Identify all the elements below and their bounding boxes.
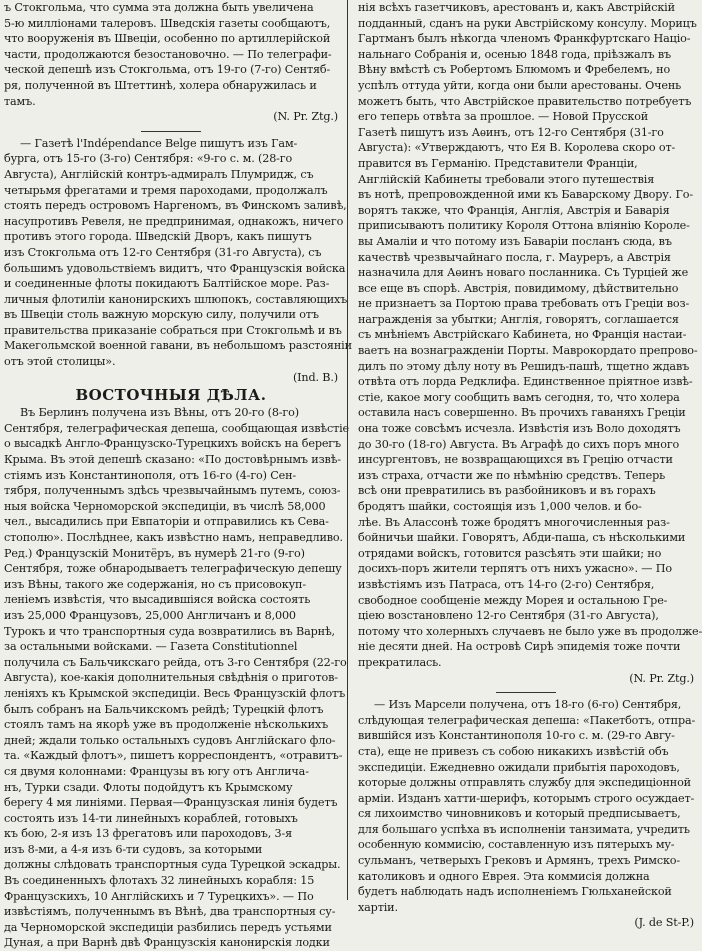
text-line: да Черноморской экспедицiи разбились передъ устьями	[4, 920, 332, 934]
column-divider	[347, 0, 348, 900]
text-line: — Изъ Марсели получена, отъ 18-го (6-го) Сентября,	[374, 698, 682, 712]
text-line: отрядами войскъ, готовится разсѣять эти шайки; но	[358, 546, 662, 560]
text-line: до 30-го (18-го) Августа. Въ Аграфѣ до сихъ поръ много	[358, 437, 680, 451]
text-line: ленiяхъ къ Крымской экспедицiи. Весь Французскiй флотъ	[4, 686, 346, 700]
text-line: всѣ они превратились въ разбойниковъ и въ горахъ	[358, 484, 656, 498]
text-line: инсургентовъ, не возвращающихся въ Грецiю отчасти	[358, 453, 673, 467]
text-line: тября, полученнымъ здѣсь чрезвычайнымъ путемъ, союз-	[4, 484, 341, 498]
text-line: будетъ наблюдать надъ исполненiемъ Гюльханейской	[358, 885, 672, 899]
text-line: Сентября, тоже обнародываетъ телеграфическую депешу	[4, 562, 342, 576]
section-divider	[141, 131, 201, 132]
section-heading: ВОСТОЧНЫЯ ДѢЛА.	[75, 386, 267, 405]
text-line: Въ соединенныхъ флотахъ 32 линейныхъ корабля: 15	[4, 874, 315, 888]
text-line: дней; ждали только остальныхъ судовъ Англiйскаго фло-	[4, 733, 336, 747]
text-line: назначила для Аѳинъ новаго посланника. Съ Турцiей же	[358, 266, 689, 280]
text-line: должны слѣдовать транспортныя суда Турецкой эскадры.	[4, 858, 341, 872]
source-signature: (J. de St-P.)	[634, 916, 694, 930]
text-line: отвѣта отъ лорда Редклифа. Единственное прiятное извѣ-	[358, 375, 693, 389]
text-line: въ Швецiи столь важную морскую силу, получили отъ	[4, 308, 319, 322]
text-line: былъ собранъ на Бальчикскомъ рейдѣ; Турецкiй флотъ	[4, 702, 324, 716]
text-line: стополю». Послѣднее, какъ извѣстно намъ, неправедливо.	[4, 531, 343, 544]
section-divider	[496, 692, 556, 693]
text-line: Вѣну вмѣстѣ съ Робертомъ Блюмомъ и Фребелемъ, но	[358, 63, 671, 77]
text-line: получила съ Бальчикскаго рейда, отъ 3-го Сентября (22-го	[4, 655, 347, 669]
text-line: изъ Стокгольма отъ 12-го Сентября (31-го Августа), съ	[4, 245, 322, 259]
text-line: 5-ю миллiонами талеровъ. Шведскiя газеты сообщаютъ,	[4, 16, 331, 30]
right-para-athens	[358, 0, 702, 686]
text-line: Сентября, телеграфическая депеша, сообщающая извѣстiе	[4, 421, 349, 435]
text-line: ста), еще не привезъ съ собою никакихъ извѣстiй объ	[358, 744, 669, 758]
left-para-independance	[4, 136, 352, 386]
text-line: ленiемъ извѣстiя, что высадившiяся войска состоять	[4, 593, 311, 607]
text-line: извѣстiямъ, полученнымъ въ Вѣнѣ, два транспортныя су-	[4, 905, 336, 919]
text-line: сульманъ, четверыхъ Грековъ и Армянъ, трехъ Римско-	[358, 854, 681, 868]
text-line: особенную коммисiю, составленную изъ пятерыхъ му-	[358, 838, 675, 852]
text-line: тамъ.	[4, 94, 36, 108]
text-line: Французскихъ, 10 Англiйскихъ и 7 Турецкихъ». — По	[4, 889, 314, 903]
text-line: ворятъ также, что Францiя, Англiя, Австрiя и Баварiя	[358, 203, 670, 217]
text-line: бродятъ шайки, состоящiя изъ 1,000 челов. и бо-	[358, 500, 642, 513]
text-line: ваетъ на вознагражденiи Порты. Мавpокордато препрово-	[358, 344, 698, 358]
text-line: большимъ удовольствiемъ видитъ, что Французскiя войска	[4, 261, 346, 275]
text-line: качествѣ чрезвычайнаго посла, г. Мауреръ, а Австрiя	[358, 250, 671, 264]
text-line: нъ, Турки сзади. Флоты подойдутъ къ Крымскому	[4, 780, 293, 794]
source-signature: (Ind. B.)	[292, 370, 338, 384]
text-line: изъ Вѣны, такого же содержанiя, но съ присовокуп-	[4, 577, 306, 591]
text-line: Въ Берлинъ получена изъ Вѣны, отъ 20-го (8-го)	[20, 406, 299, 420]
text-line: стоялъ тамъ на якорѣ уже въ продолженiе нѣсколькихъ	[4, 718, 329, 732]
text-line: извѣстiямъ изъ Патраса, отъ 14-го (2-го) Сентября,	[358, 577, 655, 591]
text-line: ся двумя колоннами: Французы въ югу отъ Англича-	[4, 764, 309, 778]
text-line: ся лихоимство чиновниковъ и который предписываетъ,	[358, 807, 681, 821]
text-line: Августа): «Утверждаютъ, что Ея В. Королева скоро от-	[358, 141, 676, 155]
text-line: она тоже совсѣмъ исчезла. Извѣстiя изъ Воло доходятъ	[358, 422, 681, 436]
text-line: состоять изъ 14-ти линейныхъ кораблей, готовыхъ	[4, 811, 298, 825]
text-line: все еще въ спорѣ. Австрiя, повидимому, дѣйствительно	[358, 281, 679, 295]
text-line: Макегольмской военной гавани, въ небольшомъ разстоянiи	[4, 339, 352, 353]
text-line: Ред.) Французскiй Монитёръ, въ нумерѣ 21-го (9-го)	[4, 546, 305, 560]
text-line: нальнаго Собранiя и, осенью 1848 года, прiѣзжалъ въ	[358, 47, 671, 61]
text-line: для большаго успѣха въ исполненiи танзимата, учредить	[358, 822, 690, 836]
text-line: экспедицiи. Ежедневно ожидали прибытiя пароходовъ,	[358, 760, 680, 774]
text-line: правительства приказанiе собраться при Стокгольмѣ и въ	[4, 323, 342, 337]
text-line: насупротивъ Ревеля, не предпринимая, однакожъ, ничего	[4, 214, 344, 228]
text-line: къ бою, 2-я изъ 13 фрегатовъ или пароходовъ, 3-я	[4, 827, 293, 841]
text-line: хартiи.	[358, 900, 398, 914]
text-line: успѣлъ оттуда уйти, когда они были арестованы. Очень	[358, 78, 682, 92]
text-line: четырьмя фрегатами и тремя пароходами, продолжалъ	[4, 183, 328, 197]
text-line: — Газетѣ l'Indépendance Belge пишутъ изъ Гам-	[20, 136, 298, 150]
text-line: которые должны отправлять службу для экспедицiонной	[358, 776, 691, 790]
text-line: подданный, сданъ на руки Австрiйскому консулу. Морицъ	[358, 16, 697, 30]
text-line: Августа), Англiйскiй контръ-адмиралъ Плумридж, съ	[4, 167, 314, 181]
source-signature: (N. Pr. Ztg.)	[273, 110, 338, 124]
text-line: католиковъ и одного Еврея. Эта коммисiя должна	[358, 869, 650, 883]
text-line: вы Амалiи и что потому изъ Баварiи посланъ сюда, въ	[358, 234, 672, 248]
text-line: съ мнѣнiемъ Австрiйскаго Кабинета, но Францiя настаи-	[358, 328, 687, 342]
text-line: стiе, какое могу сообщить вамъ сегодня, то, что холера	[358, 390, 680, 404]
text-line: оставила насъ совершенно. Въ прочихъ гаваняхъ Грецiи	[358, 406, 686, 420]
text-line: свободное сообщенiе между Морея и остальною Гре-	[358, 593, 668, 607]
text-line: нiя всѣхъ газетчиковъ, арестованъ и, какъ Австрiйскiй	[358, 1, 675, 14]
text-line: ныя войска Черноморской экспедицiи, въ числѣ 58,000	[4, 499, 326, 513]
text-line: противъ этого города. Шведскiй Дворъ, какъ пишутъ	[4, 230, 312, 244]
left-para-eastern-affairs	[4, 405, 349, 951]
left-para-stockholm	[4, 0, 338, 125]
text-line: та. «Каждый флотъ», пишетъ корреспондентъ, «отравитъ-	[4, 749, 343, 763]
text-line: приписываютъ политику Короля Оттона влiянiю Короле-	[358, 219, 690, 233]
left-column	[4, 0, 352, 950]
text-line: личныя флотилiи канонирскихъ шлюпокъ, составляющихъ	[4, 292, 348, 306]
text-line: о высадкѣ Англо-Французско-Турецкихъ войскъ на берегъ	[4, 437, 341, 451]
text-line: отъ этой столицы».	[4, 355, 116, 369]
text-line: Крыма. Въ этой депешѣ сказано: «По достовѣрнымъ извѣ-	[4, 453, 341, 467]
text-line: Турокъ и что транспортныя суда возвратились въ Варнѣ,	[4, 624, 335, 638]
text-line: ческой депешѣ изъ Стокгольма, отъ 19-го (7-го) Сентяб-	[4, 63, 331, 77]
text-line: изъ 8-ми, а 4-я изъ 6-ти судовъ, за которыми	[4, 842, 263, 856]
text-line: досихъ-поръ жители терпятъ отъ нихъ ужасно». — По	[358, 562, 672, 576]
text-line: слѣдующая телеграфическая депеша: «Пакетботъ, отпра-	[358, 713, 696, 727]
text-line: Дуная, а при Варнѣ двѣ Французскiя канонирскiя лодки	[4, 936, 330, 950]
text-line: Газетѣ пишутъ изъ Аѳинъ, отъ 12-го Сентября (31-го	[358, 125, 664, 139]
text-line: бурга, отъ 15-го (3-го) Сентября: «9-го с. м. (28-го	[4, 152, 293, 166]
text-line: что вооруженiя въ Швецiи, особенно по артиллерiйской	[4, 32, 331, 46]
text-line: его теперь отвѣта за прошлое. — Новой Прусской	[358, 110, 649, 124]
text-line: Августа), кое-какiя дополнительныя свѣдѣнiя о приготов-	[4, 671, 338, 685]
text-line: бойничьи шайки. Говорятъ, Абди-паша, съ нѣсколькими	[358, 531, 686, 545]
text-line: нiе десяти дней. На островѣ Сирѣ эпидемiя тоже почти	[358, 640, 681, 654]
text-line: армiи. Изданъ хатти-шерифъ, которымъ строго осуждает-	[358, 791, 695, 805]
text-line: части, продолжаются безостановочно. — По телеграфи-	[4, 47, 332, 61]
text-line: стiямъ изъ Константинополя, отъ 16-го (4-го) Сен-	[4, 468, 297, 482]
text-line: вившiйся изъ Константинополя 10-го с. м. (29-го Авгу-	[358, 729, 675, 743]
text-line: цiею возстановлено 12-го Сентября (31-го Августа),	[358, 609, 659, 623]
text-line: изъ страха, отчасти же по нѣмѣнiю средствъ. Теперь	[358, 468, 666, 482]
text-line: лѣе. Въ Алассонѣ тоже бродятъ многочисленныя раз-	[358, 515, 670, 529]
text-line: можетъ быть, что Австрiйское правительство потребуетъ	[358, 94, 692, 108]
text-line: прекратилась.	[358, 655, 442, 669]
text-line: въ нотѣ, препровожденной ими къ Баварскому Двору. Го-	[358, 188, 693, 202]
text-line: дилъ по этому дѣлу ноту въ Решидъ-пашѣ, тщетно ждавъ	[358, 359, 690, 373]
text-line: изъ 25,000 Французовъ, 25,000 Англичанъ и 8,000	[4, 608, 296, 622]
text-line: потому что холерныхъ случаевъ не было уже въ продолже-	[358, 624, 702, 638]
source-signature: (N. Pr. Ztg.)	[629, 671, 694, 685]
text-line: ря, полученной въ Штеттинѣ, холера обнаружилась и	[4, 78, 317, 92]
text-line: чел., высадились при Евпаторiи и отправились къ Сева-	[4, 515, 329, 529]
right-para-marseille	[358, 697, 694, 931]
text-line: правится въ Германiю. Представители Францiи,	[358, 156, 638, 170]
text-line: берегу 4 мя линiями. Первая—Французская линiя будетъ	[4, 796, 338, 810]
text-line: стоять передъ островомъ Наргеномъ, въ Финскомъ заливѣ,	[4, 199, 347, 213]
text-line: Гартманъ былъ нѣкогда членомъ Франкфуртскаго Нацiо-	[358, 32, 691, 46]
text-line: награжденiя за убытки; Англiя, говорятъ, соглашается	[358, 312, 679, 326]
text-line: ъ Стокгольма, что сумма эта должна быть увеличена	[4, 1, 314, 14]
text-line: не признаетъ за Портою права требовать отъ Грецiи воз-	[358, 297, 690, 311]
text-line: и соединенные флоты покидаютъ Балтiйское море. Раз-	[4, 277, 330, 291]
text-line: Англiйскiй Кабинеты требовали этого путешествiя	[358, 172, 655, 186]
text-line: за остальными войсками. — Газета Constitutionnel	[4, 640, 298, 654]
right-column	[358, 0, 702, 930]
